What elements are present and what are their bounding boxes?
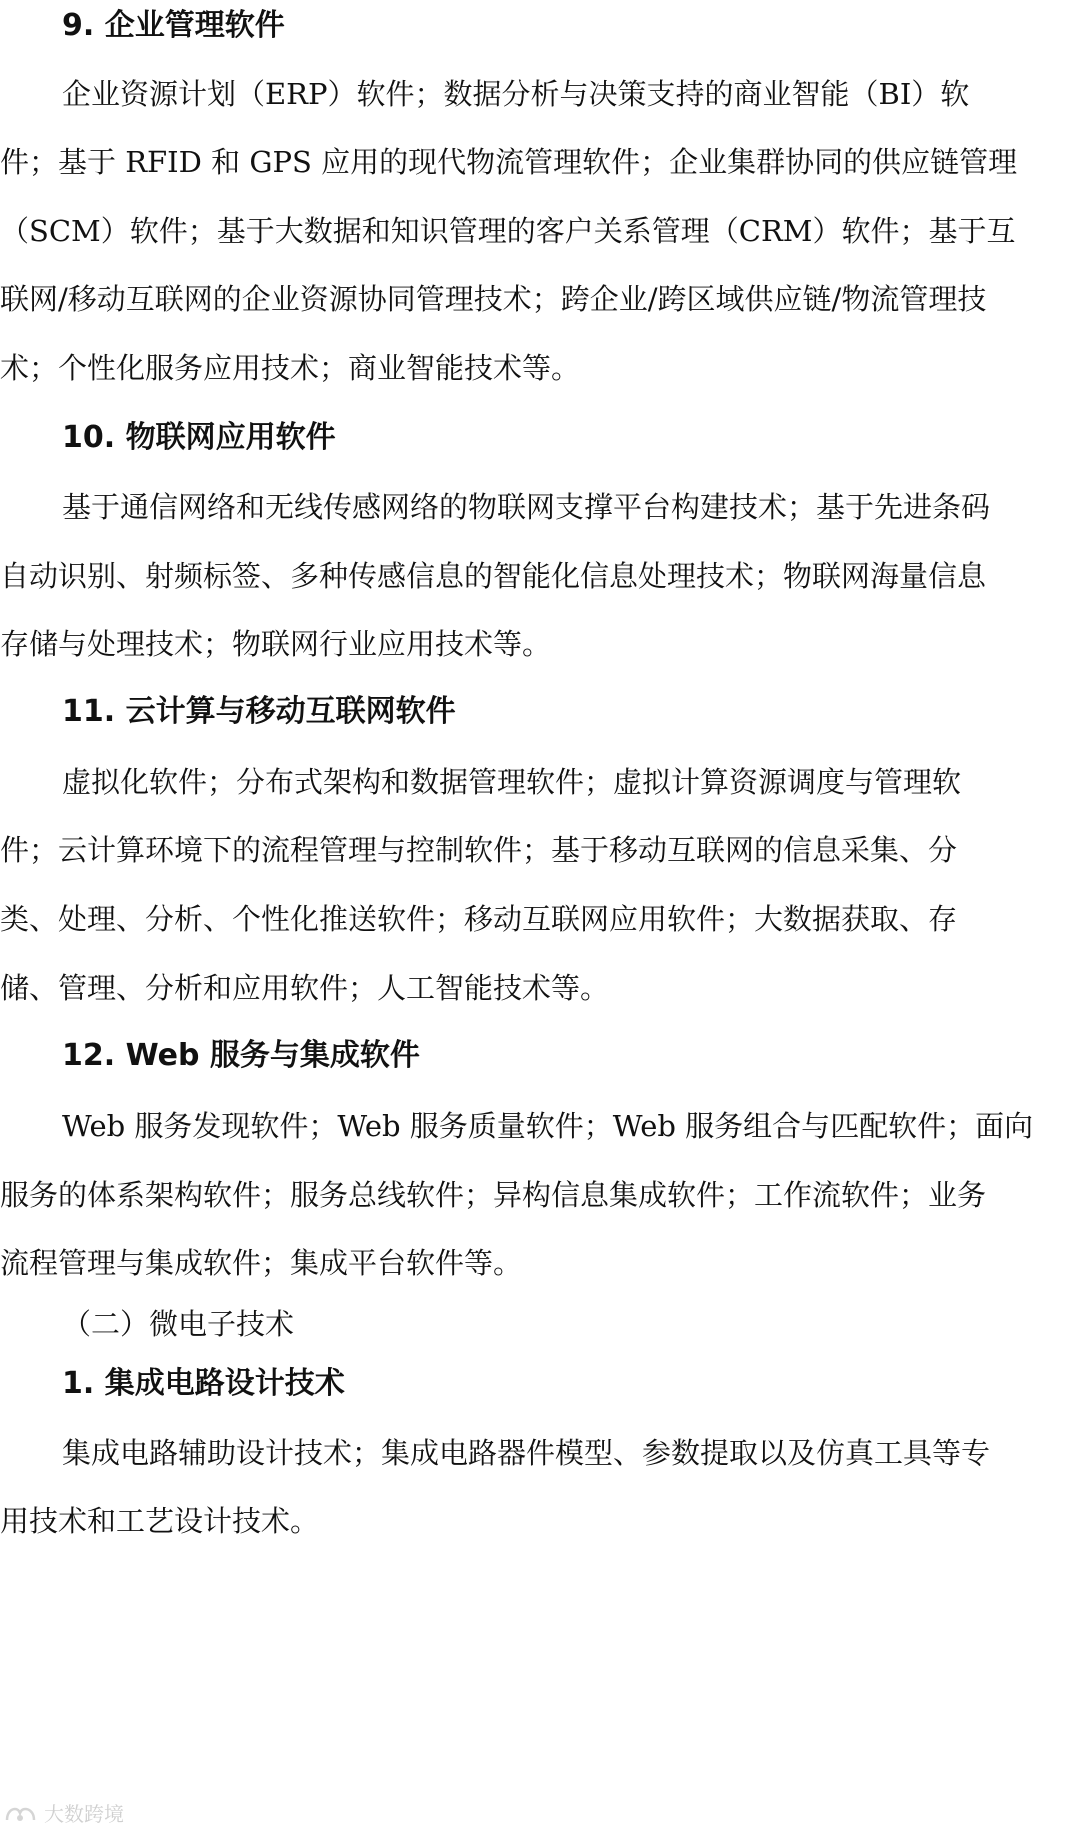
section-heading-1: 1. 集成电路设计技术: [62, 1366, 345, 1401]
paragraph-line: 件；云计算环境下的流程管理与控制软件；基于移动互联网的信息采集、分: [0, 833, 958, 867]
paragraph-line: Web 服务发现软件；Web 服务质量软件；Web 服务组合与匹配软件；面向: [62, 1109, 1034, 1143]
watermark-text: 大数跨境: [44, 1802, 124, 1826]
paragraph-line: 自动识别、射频标签、多种传感信息的智能化信息处理技术；物联网海量信息: [0, 559, 987, 593]
chapter-subheading: （二）微电子技术: [62, 1307, 295, 1341]
section-heading-10: 10. 物联网应用软件: [62, 420, 336, 455]
paragraph-line: 集成电路辅助设计技术；集成电路器件模型、参数提取以及仿真工具等专: [62, 1436, 991, 1470]
section-heading-12: 12. Web 服务与集成软件: [62, 1038, 420, 1073]
paragraph-line: 虚拟化软件；分布式架构和数据管理软件；虚拟计算资源调度与管理软: [62, 765, 962, 799]
paragraph-line: 联网/移动互联网的企业资源协同管理技术；跨企业/跨区域供应链/物流管理技: [0, 282, 987, 316]
paragraph-line: 用技术和工艺设计技术。: [0, 1504, 320, 1538]
section-heading-11: 11. 云计算与移动互联网软件: [62, 694, 456, 729]
paragraph-line: 件；基于 RFID 和 GPS 应用的现代物流管理软件；企业集群协同的供应链管理: [0, 145, 1018, 179]
paragraph-line: 存储与处理技术；物联网行业应用技术等。: [0, 627, 552, 661]
paragraph-line: 企业资源计划（ERP）软件；数据分析与决策支持的商业智能（BI）软: [62, 77, 970, 111]
paragraph-line: 流程管理与集成软件；集成平台软件等。: [0, 1246, 523, 1280]
watermark: [4, 1798, 124, 1827]
paragraph-line: 类、处理、分析、个性化推送软件；移动互联网应用软件；大数据获取、存: [0, 902, 958, 936]
paragraph-line: 基于通信网络和无线传感网络的物联网支撑平台构建技术；基于先进条码: [62, 490, 991, 524]
paragraph-line: （SCM）软件；基于大数据和知识管理的客户关系管理（CRM）软件；基于互: [0, 214, 1016, 248]
paragraph-line: 服务的体系架构软件；服务总线软件；异构信息集成软件；工作流软件；业务: [0, 1178, 987, 1212]
paragraph-line: 术；个性化服务应用技术；商业智能技术等。: [0, 351, 581, 385]
logo-icon: [4, 1802, 38, 1824]
paragraph-line: 储、管理、分析和应用软件；人工智能技术等。: [0, 971, 610, 1005]
section-heading-9: 9. 企业管理软件: [62, 8, 285, 43]
